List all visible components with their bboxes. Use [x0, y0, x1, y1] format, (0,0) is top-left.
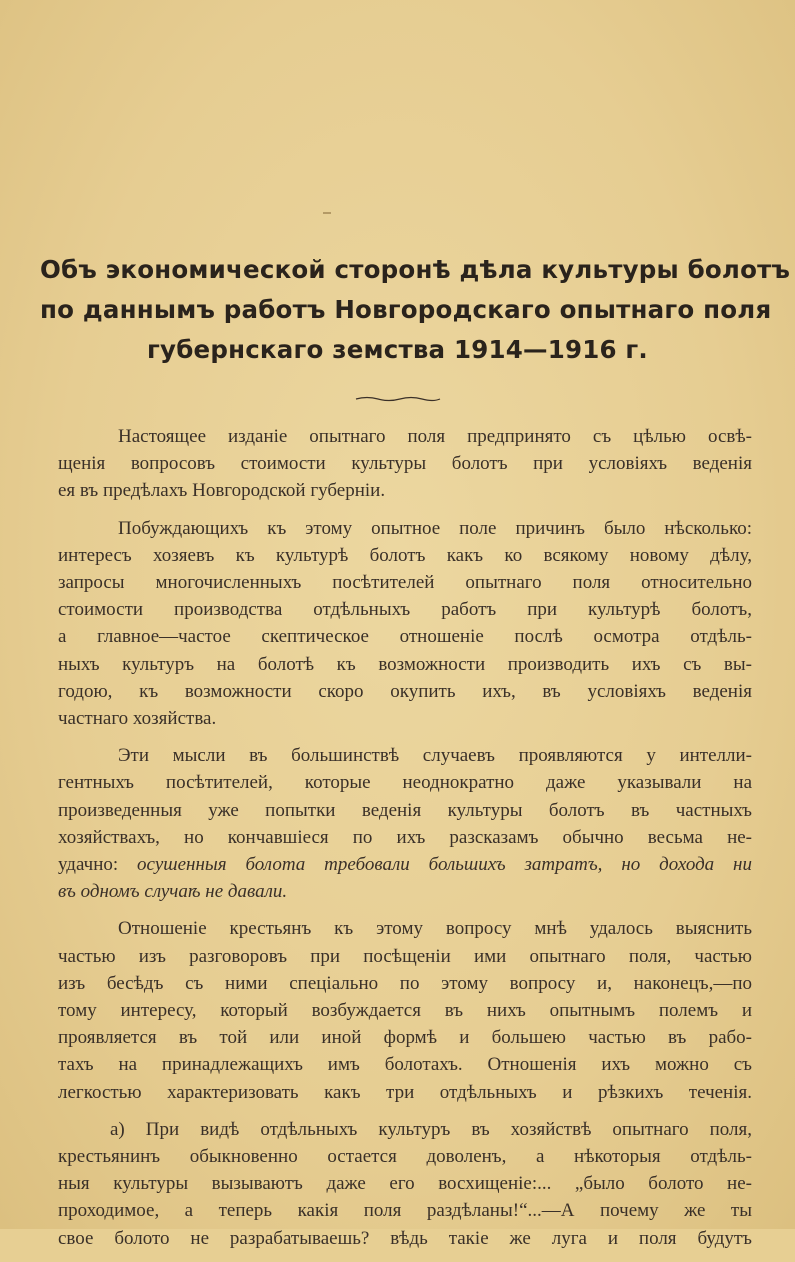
- text-line: запросы многочисленныхъ посѣтителей опытнаго поля относительно: [58, 572, 752, 594]
- paragraph-3: [58, 742, 752, 905]
- text-line: тому интересу, который возбуждается въ нихъ опытнымъ полемъ и: [58, 1000, 752, 1022]
- text-line: свое болото не разрабатываешь? вѣдь такіе же луга и поля будутъ: [58, 1227, 752, 1249]
- text-line: частнаго хозяйства.: [58, 708, 217, 730]
- italic-quote: осушенныя болота требовали большихъ затратъ, но дохода ни: [137, 854, 752, 876]
- paragraph-1: [58, 423, 752, 505]
- text-line: гентныхъ посѣтителей, которые неоднократно даже указывали на: [58, 772, 752, 794]
- text-line: ныя культуры вызываютъ даже его восхищеніе:... „было болото не-: [58, 1173, 752, 1195]
- text-line: интересъ хозяевъ къ культурѣ болотъ какъ ко всякому новому дѣлу,: [58, 544, 752, 566]
- text-line: стоимости производства отдѣльныхъ работъ при культурѣ болотъ,: [58, 599, 752, 621]
- text-line: [58, 851, 752, 878]
- text-line: Эти мысли въ большинствѣ случаевъ проявляются у интелли-: [118, 745, 752, 767]
- text-line: Отношеніе крестьянъ къ этому вопросу мнѣ удалось выяснить: [118, 918, 752, 940]
- text-line: частью изъ разговоровъ при посѣщеніи ими опытнаго поля, частью: [58, 945, 752, 967]
- text-line: легкостью характеризовать какъ три отдѣльныхъ и рѣзкихъ теченія.: [58, 1081, 752, 1103]
- text-line: хозяйствахъ, но кончавшіеся по ихъ разсказамъ обычно весьма не-: [58, 826, 752, 848]
- title-line: губернскаго земства 1914—1916 г.: [147, 335, 648, 364]
- paragraph-5: [58, 1116, 752, 1252]
- text-line: тахъ на принадлежащихъ имъ болотахъ. Отношенія ихъ можно съ: [58, 1054, 752, 1076]
- title-line: по даннымъ работъ Новгородскаго опытнаго поля: [40, 295, 772, 324]
- text-line: а) При видѣ отдѣльныхъ культуръ въ хозяйствѣ опытнаго поля,: [110, 1118, 752, 1140]
- text-line: проходимое, а теперь какія поля раздѣланы!“...—А почему же ты: [58, 1200, 752, 1222]
- text-fragment: удачно:: [58, 854, 138, 876]
- text-line: щенія вопросовъ стоимости культуры болотъ при условіяхъ веденія: [58, 453, 752, 475]
- text-line: изъ бесѣдъ съ ними спеціально по этому вопросу и, наконецъ,—по: [58, 972, 752, 994]
- article-body: [58, 423, 752, 1262]
- ornamental-divider: [354, 396, 442, 402]
- text-line: произведенныя уже попытки веденія культуры болотъ въ частныхъ: [58, 799, 752, 821]
- page-mark: [323, 212, 331, 214]
- text-line: Побуждающихъ къ этому опытное поле причинъ было нѣсколько:: [118, 517, 752, 539]
- article-title: [40, 250, 791, 370]
- paragraph-2: [58, 515, 752, 733]
- text-line: годою, къ возможности скоро окупить ихъ, въ условіяхъ веденія: [58, 680, 752, 702]
- text-line: проявляется въ той или иной формѣ и большею частью въ рабо-: [58, 1027, 752, 1049]
- text-line: ея въ предѣлахъ Новгородской губерніи.: [58, 480, 386, 502]
- paragraph-4: [58, 915, 752, 1105]
- italic-quote: въ одномъ случаѣ не давали.: [58, 881, 288, 903]
- text-line: крестьянинъ обыкновенно остается доволенъ, а нѣкоторыя отдѣль-: [58, 1146, 752, 1168]
- title-line: Объ экономической сторонѣ дѣла культуры болотъ: [40, 255, 791, 284]
- text-line: ныхъ культуръ на болотѣ къ возможности производить ихъ съ вы-: [58, 653, 752, 675]
- text-line: Настоящее изданіе опытнаго поля предпринято съ цѣлью освѣ-: [118, 426, 752, 447]
- text-line: а главное—частое скептическое отношеніе послѣ осмотра отдѣль-: [58, 626, 752, 648]
